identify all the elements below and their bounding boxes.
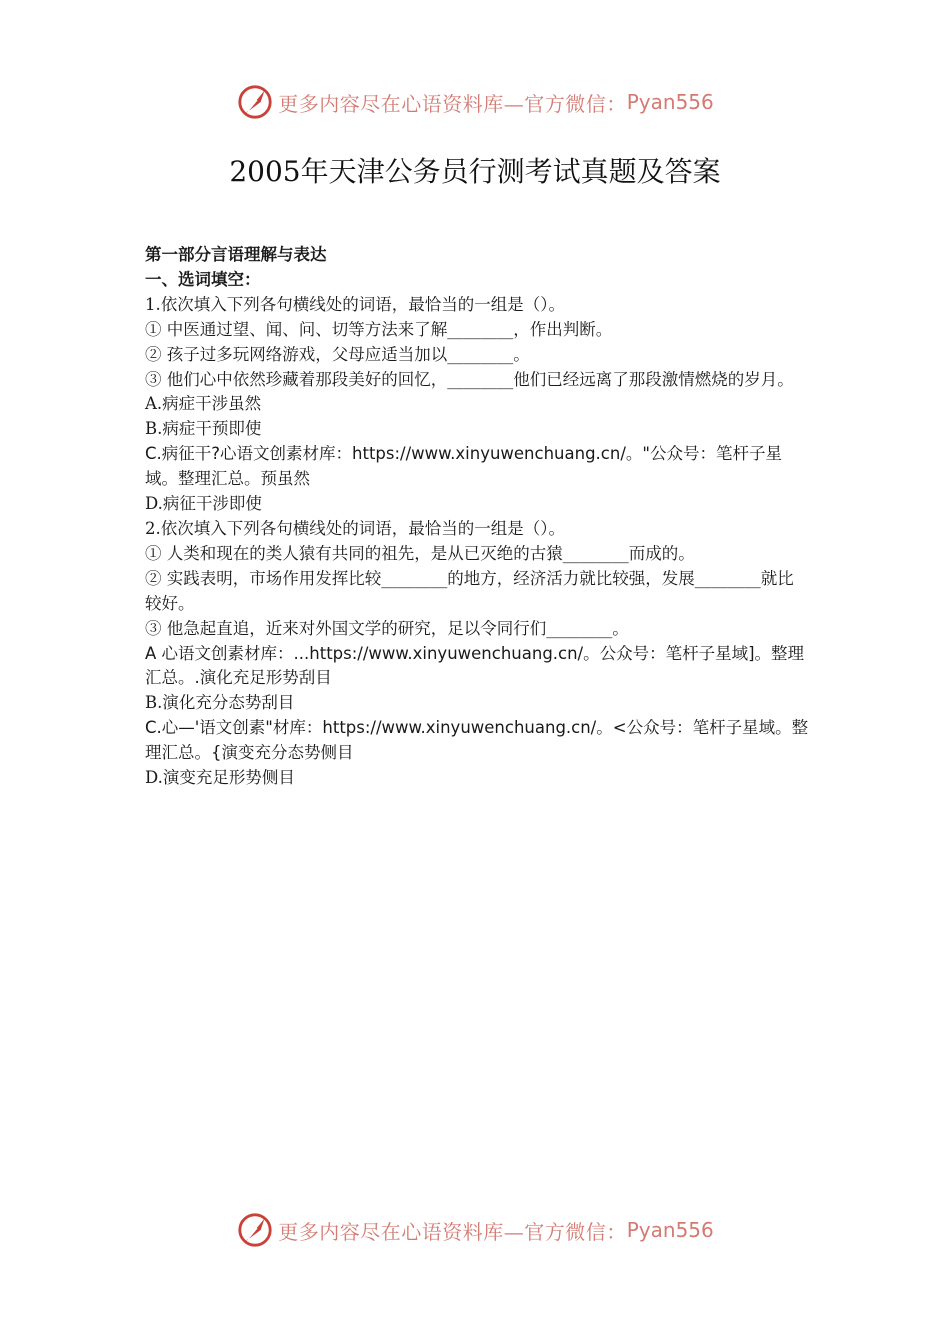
text-line: ③ 他急起直追，近来对外国文学的研究，足以令同行们________。	[145, 618, 629, 638]
text-line: 一、选词填空：	[145, 269, 261, 289]
banner-text: 更多内容尽在心语资料库—官方微信：	[278, 91, 627, 116]
text-line: ① 中医通过望、闻、问、切等方法来了解________，作出判断。	[145, 319, 613, 339]
page-title: 2005年天津公务员行测考试真题及答案	[229, 155, 721, 188]
text-line: C.病征干?心语文创素材库：https://www.xinyuwenchuang.cn/。"公众号：笔杆子星域。整理汇总。预虽然	[145, 444, 782, 489]
document-body	[145, 243, 810, 791]
text-line: C.心—'语文创素"材库：https://www.xinyuwenchuang.cn/。<公众号：笔杆子星域。整理汇总。{演变充分态势侧目	[145, 718, 809, 763]
text-line: A 心语文创素材库：...https://www.xinyuwenchuang.cn/。公众号：笔杆子星域]。整理汇总。.演化充足形势刮目	[145, 643, 805, 688]
text-line: 1.依次填入下列各句横线处的词语，最恰当的一组是（）。	[145, 294, 565, 314]
text-line: A.病症干涉虽然	[145, 394, 262, 414]
quill-logo-icon	[236, 83, 274, 121]
text-line: B.演化充分态势刮目	[145, 693, 295, 713]
text-line: D.病征干涉即使	[145, 494, 262, 514]
header-banner	[0, 82, 950, 122]
text-line: ③ 他们心中依然珍藏着那段美好的回忆，________他们已经远离了那段激情燃烧的岁月。	[145, 369, 794, 389]
text-line: B.病症干预即使	[145, 419, 262, 439]
text-line: 第一部分言语理解与表达	[145, 245, 327, 264]
footer-banner	[0, 1210, 950, 1250]
quill-logo-icon	[236, 1211, 274, 1249]
text-line: D.演变充足形势侧目	[145, 768, 295, 788]
text-line: ② 实践表明，市场作用发挥比较________的地方，经济活力就比较强，发展________就比较好。	[145, 568, 794, 613]
banner-text: 更多内容尽在心语资料库—官方微信：	[278, 1219, 627, 1244]
text-line: ② 孩子过多玩网络游戏，父母应适当加以________。	[145, 344, 530, 364]
text-line: ① 人类和现在的类人猿有共同的祖先，是从已灭绝的古猿________而成的。	[145, 543, 695, 563]
banner-wechat-id: Pyan556	[626, 1218, 714, 1242]
text-line: 2.依次填入下列各句横线处的词语，最恰当的一组是（）。	[145, 518, 565, 538]
banner-wechat-id: Pyan556	[626, 90, 714, 114]
